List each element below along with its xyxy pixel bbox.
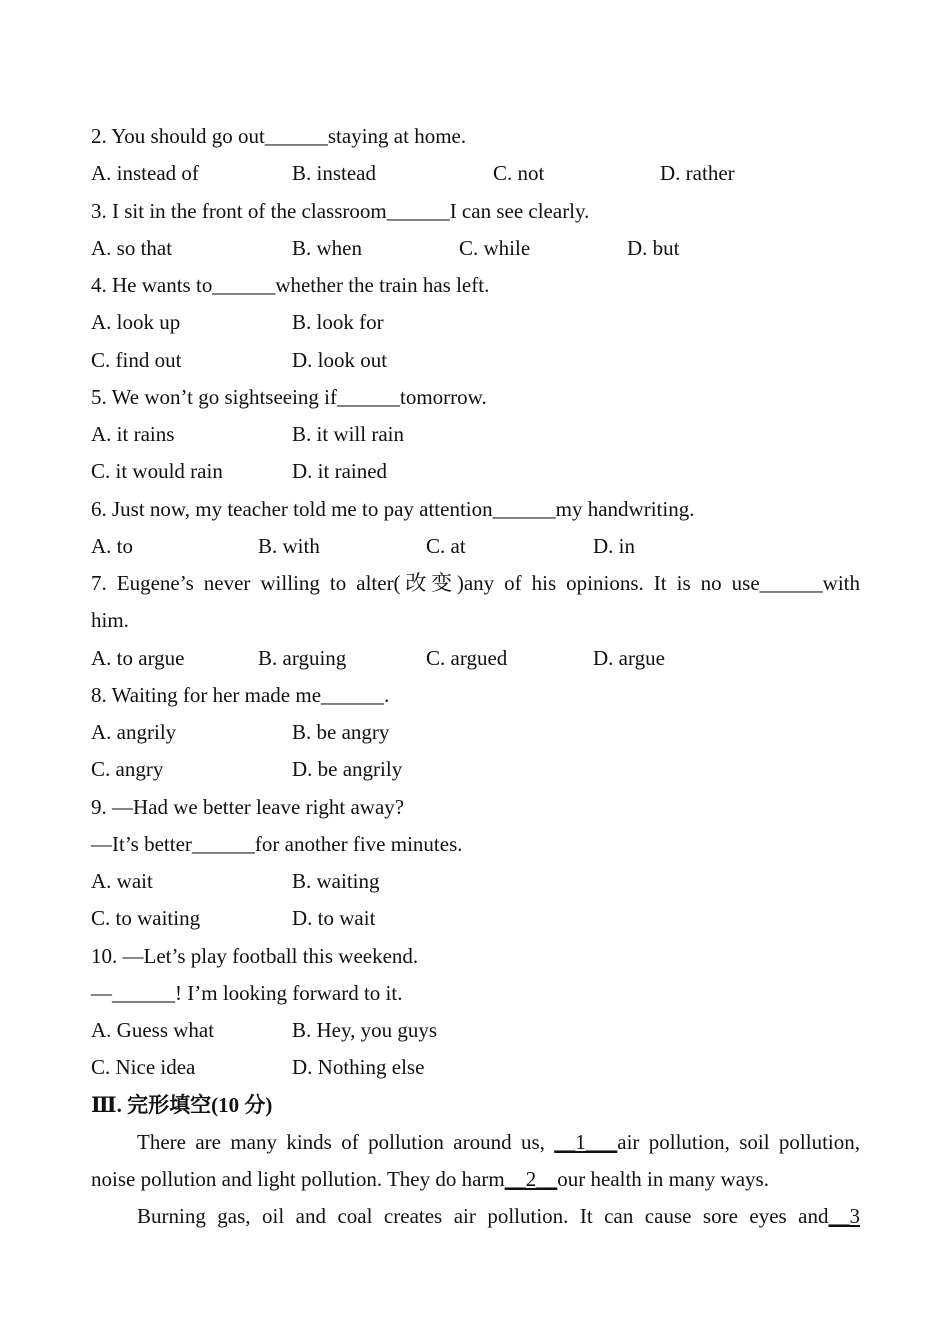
question-2-stem: 2. You should go out______staying at home.	[91, 124, 467, 148]
option-b: B. when	[292, 235, 362, 260]
passage-p1-line1	[91, 1124, 860, 1161]
passage-text: noise pollution and light pollution. They do harm	[91, 1167, 505, 1191]
question-2-options	[91, 155, 860, 192]
option-d: D. to wait	[292, 906, 376, 931]
option-d: D. but	[627, 235, 680, 260]
question-10-options-row1	[91, 1012, 860, 1049]
option-b: B. look for	[292, 310, 384, 335]
passage-p2-line1	[91, 1198, 860, 1235]
option-c: C. find out	[91, 347, 182, 372]
question-9-stem-line1: 9. —Had we better leave right away?	[91, 794, 405, 819]
question-10-options-row2	[91, 1049, 860, 1086]
option-b: B. Hey, you guys	[292, 1018, 438, 1042]
option-c: C. at	[426, 533, 466, 558]
option-b: B. with	[258, 533, 320, 558]
option-d: D. Nothing else	[292, 1055, 425, 1080]
question-9-options-row1	[91, 863, 860, 900]
question-4-options-row1	[91, 304, 860, 341]
question-3-stem: 3. I sit in the front of the classroom______I can see clearly.	[91, 198, 590, 223]
option-c: C. angry	[91, 757, 164, 782]
option-a: A. Guess what	[91, 1018, 215, 1042]
option-c: C. not	[493, 161, 545, 186]
option-a: A. wait	[91, 869, 153, 893]
passage-p1-line2	[91, 1161, 860, 1198]
option-c: C. argued	[426, 645, 508, 670]
question-4-stem: 4. He wants to______whether the train has left.	[91, 273, 490, 297]
question-5-stem: 5. We won’t go sightseeing if______tomorrow.	[91, 384, 487, 409]
blank-2: __2__	[504, 1167, 558, 1191]
document-page	[91, 118, 860, 1236]
question-7-stem-line1: 7. Eugene’s never willing to alter(改变)any of his opinions. It is no use______with	[91, 571, 860, 595]
passage-text: There are many kinds of pollution around us,	[137, 1129, 555, 1154]
question-6-options	[91, 528, 860, 565]
option-d: D. in	[593, 533, 635, 558]
question-6-stem: 6. Just now, my teacher told me to pay attention______my handwriting.	[91, 496, 695, 521]
option-a: A. to	[91, 533, 133, 558]
question-10-stem-line1: 10. —Let’s play football this weekend.	[91, 943, 419, 968]
question-8-options-row1	[91, 714, 860, 751]
option-a: A. angrily	[91, 720, 177, 744]
option-a: A. so that	[91, 235, 173, 260]
option-d: D. it rained	[292, 459, 388, 484]
question-9-options-row2	[91, 900, 860, 937]
question-8-stem: 8. Waiting for her made me______.	[91, 682, 390, 707]
option-d: D. argue	[593, 645, 665, 670]
option-b: B. it will rain	[292, 422, 404, 446]
question-4-options-row2	[91, 342, 860, 379]
option-b: B. waiting	[292, 869, 380, 893]
question-7-options	[91, 640, 860, 677]
question-3-options	[91, 230, 860, 267]
option-c: C. while	[459, 235, 531, 260]
blank-1: __1___	[554, 1129, 618, 1154]
question-10-stem-line2: —______! I’m looking forward to it.	[91, 980, 403, 1005]
option-c: C. to waiting	[91, 906, 201, 931]
question-5-options-row2	[91, 453, 860, 490]
question-5-options-row1	[91, 416, 860, 453]
section-heading: Ⅲ. 完形填空(10 分)	[91, 1092, 273, 1117]
option-b: B. be angry	[292, 720, 390, 744]
question-9-stem-line2: —It’s better______for another five minutes.	[91, 831, 463, 856]
option-b: B. arguing	[258, 645, 347, 670]
option-a: A. to argue	[91, 645, 185, 670]
option-c: C. it would rain	[91, 459, 223, 484]
option-c: C. Nice idea	[91, 1055, 196, 1080]
option-a: A. it rains	[91, 422, 175, 446]
option-b: B. instead	[292, 161, 376, 186]
option-a: A. look up	[91, 310, 181, 335]
option-d: D. rather	[660, 161, 735, 186]
passage-text: Burning gas, oil and coal creates air pollution. It can cause sore eyes and	[137, 1204, 829, 1229]
passage-text: our health in many ways.	[557, 1167, 769, 1191]
blank-3: __3	[828, 1204, 860, 1229]
question-8-options-row2	[91, 751, 860, 788]
passage-text: air pollution, soil pollution,	[617, 1129, 861, 1154]
option-d: D. be angrily	[292, 757, 403, 782]
question-7-stem-line2: him.	[91, 608, 129, 633]
option-d: D. look out	[292, 347, 388, 372]
option-a: A. instead of	[91, 161, 199, 186]
